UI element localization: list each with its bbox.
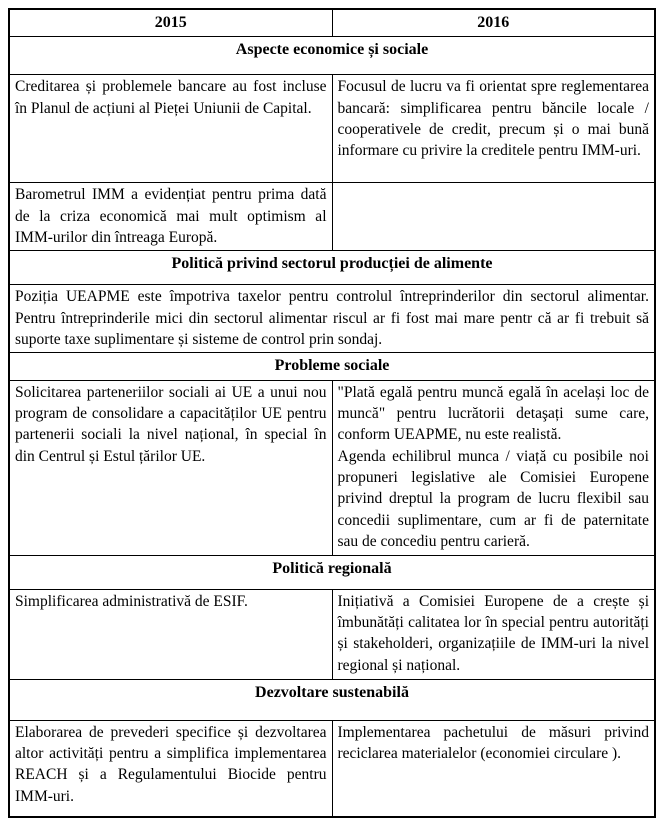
comparison-table-2015-2016 — [8, 8, 656, 818]
paragraph-equal-pay: "Plată egală pentru muncă egală în același loc de muncă" pentru lucrătorii detaşați sume care, conform UEAPME, nu este realistă. — [337, 383, 649, 444]
section-row-economic-social — [9, 37, 655, 75]
section-title-social-problems: Probleme sociale — [9, 353, 655, 380]
column-header-2016: 2016 — [332, 9, 655, 37]
section-title-regional-policy: Politică regională — [9, 555, 655, 589]
cell-2016-plata-egala — [332, 380, 655, 555]
column-header-2015: 2015 — [9, 9, 332, 37]
section-row-regional-policy — [9, 555, 655, 589]
cell-2016-focusul: Focusul de lucru va fi orientat spre reglementarea bancară: simplificarea pentru băncile locale / cooperativele de credit, precum și o mai bună informare cu privire la creditele pentru IMM-uri. — [332, 75, 655, 183]
cell-2016-economie-circulara: Implementarea pachetului de măsuri privind reciclarea materialelor (economiei circulare ). — [332, 720, 655, 817]
table-row — [9, 75, 655, 183]
section-row-food-sector — [9, 251, 655, 285]
section-title-food-sector: Politică privind sectorul producției de alimente — [9, 251, 655, 285]
cell-2016-empty — [332, 183, 655, 251]
table-row — [9, 720, 655, 817]
section-title-sustainable-development: Dezvoltare sustenabilă — [9, 679, 655, 720]
table-row — [9, 183, 655, 251]
table-header-row — [9, 9, 655, 37]
section-title-economic-social: Aspecte economice și sociale — [9, 37, 655, 75]
table-row — [9, 380, 655, 555]
cell-2015-esif: Simplificarea administrativă de ESIF. — [9, 589, 332, 679]
paragraph-work-life-agenda: Agenda echilibrul munca / viață cu posibile noi propuneri legislative ale Comisiei Europene privind dreptul la program de lucru flexibil sau concedii suplimentare, cum ar fi de paternitate sau de concediu pentru carieră. — [337, 447, 649, 551]
section-row-sustainable-development — [9, 679, 655, 720]
cell-2016-initiativa: Inițiativă a Comisiei Europene de a crește și îmbunătăți calitatea lor în special pentru autorități și stakeholderi, organizațiile de IMM-uri la nivel regional și național. — [332, 589, 655, 679]
section-row-social-problems — [9, 353, 655, 380]
table-row — [9, 589, 655, 679]
cell-2015-creditarea: Creditarea și problemele bancare au fost incluse în Planul de acțiuni al Pieței Uniunii de Capital. — [9, 75, 332, 183]
cell-2015-barometrul: Barometrul IMM a evidențiat pentru prima dată de la criza economică mai mult optimism al IMM-urilor din întreaga Europă. — [9, 183, 332, 251]
cell-2015-solicitarea: Solicitarea parteneriilor sociali ai UE a unui nou program de consolidare a capacităților UE pentru partenerii sociali la nivel național, în special în din Centrul și Estul țărilor UE. — [9, 380, 332, 555]
cell-2015-reach: Elaborarea de prevederi specifice și dezvoltarea altor activități pentru a simplifica implementarea REACH și a Regulamentului Biocide pentru IMM-uri. — [9, 720, 332, 817]
table-row — [9, 285, 655, 353]
cell-fullwidth-uEAPME-position: Poziția UEAPME este împotriva taxelor pentru controlul întreprinderilor din sectorul alimentar. Pentru întreprinderile mici din sectorul alimentar riscul ar fi fost mai mare pentr că ar fi trebuit să suporte taxe suplimentare și sisteme de control prin sondaj. — [9, 285, 655, 353]
